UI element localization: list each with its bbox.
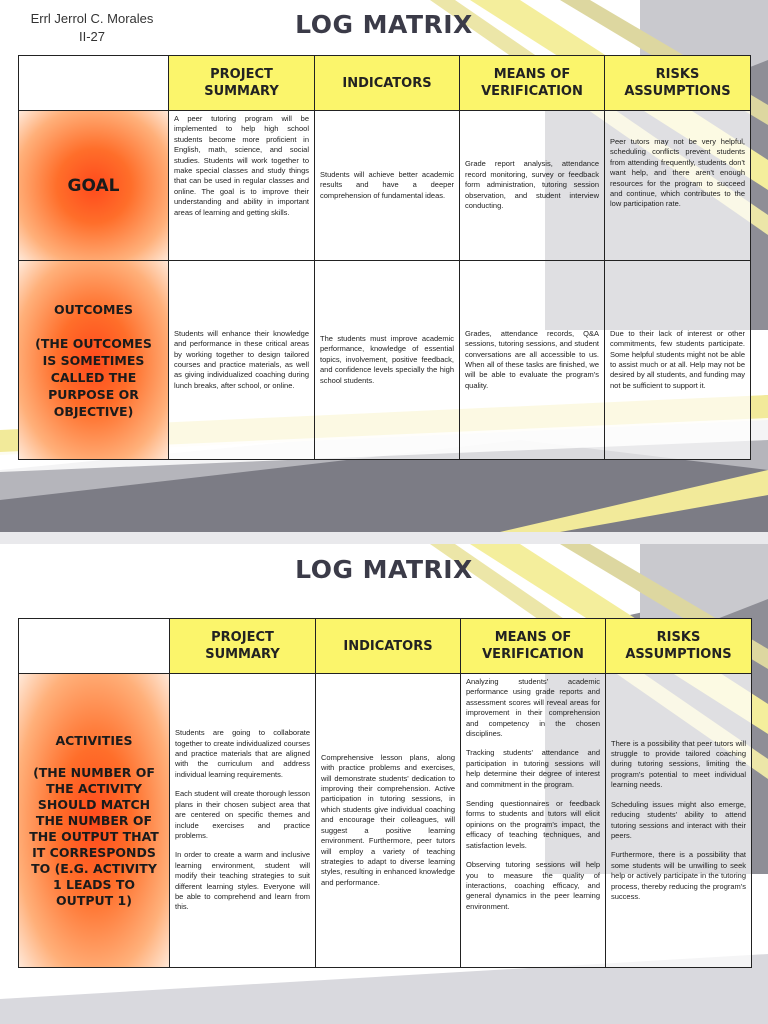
row-label-activities <box>19 674 170 968</box>
activities-means-paragraph-1: Analyzing students' academic performance using grade reports and assessment scores will reveal areas for improvement in their comprehension and competency in the chosen disciplines. <box>466 677 600 739</box>
header-blank <box>19 56 169 111</box>
cell-goal-indicators: Students will achieve better academic results and have a deeper comprehension of fundamental ideas. <box>315 111 460 261</box>
row-label-activities-title: ACTIVITIES <box>55 732 133 748</box>
page-gap <box>0 532 768 544</box>
row-label-outcomes-title: OUTCOMES <box>53 301 134 317</box>
cell-activities-indicators: Comprehensive lesson plans, along with practice problems and exercises, will demonstrate students' dedication to improving their comprehension. Active participation in tutoring sessions, in which students give individual coaching and encourage their colleagues, will suggest a positive learning environment. Furthermore, peer tutors will employ a variety of teaching strategies to adapt to diverse learning styles, resulting in enhanced knowledge and performance. <box>316 674 461 968</box>
activities-risks-paragraph-3: Furthermore, there is a possibility that some students will be unwilling to seek help or actively participate in the tutoring process, thereby reducing the program's success. <box>611 850 746 901</box>
activities-summary-paragraph-1: Students are going to collaborate together to create individualized courses and practice materials that are aligned with the curriculum and address individual learning requirements. <box>175 728 310 779</box>
log-matrix-table <box>18 55 751 460</box>
header-risks-assumptions: RISKS ASSUMPTIONS <box>606 619 752 674</box>
activities-risks-paragraph-1: There is a possibility that peer tutors will struggle to provide tailored coaching during tutoring sessions, limiting the program's potential to meet individual learning needs. <box>611 738 746 790</box>
page-title-2: LOG MATRIX <box>295 555 473 584</box>
header-means-of-verification: MEANS OF VERIFICATION <box>461 619 606 674</box>
header-means-of-verification: MEANS OF VERIFICATION <box>460 56 605 111</box>
row-label-outcomes-note: (THE OUTCOMES IS SOMETIMES CALLED THE PURPOSE OR OBJECTIVE) <box>35 335 152 419</box>
cell-outcomes-risks-assumptions: Due to their lack of interest or other commitments, few students participate. Some helpful students might not be able to assist much or at all. Help may not be desired by all students, and funding may not be sufficient to support it. <box>605 261 751 460</box>
cell-activities-risks-assumptions <box>606 674 752 968</box>
row-label-goal: GOAL <box>19 111 169 261</box>
activities-summary-paragraph-3: In order to create a warm and inclusive learning environment, student will modify their teaching strategies to suit different learning styles. Everyone will be able to comprehend and learn from this. <box>175 850 310 912</box>
cell-outcomes-means-of-verification: Grades, attendance records, Q&A sessions, tutoring sessions, and student conversations are all accessible to us. When all of these tasks are finished, we will be able to evaluate the program's quality. <box>460 261 605 460</box>
activities-summary-paragraph-2: Each student will create thorough lesson plans in their chosen subject area that are centered on specific themes and include exercises and practice problems. <box>175 789 310 840</box>
cell-activities-project-summary <box>170 674 316 968</box>
table-row-outcomes <box>19 261 751 460</box>
cell-outcomes-indicators: The students must improve academic performance, knowledge of essential topics, involvement, positive feedback, and confidence levels specially the high school students. <box>315 261 460 460</box>
activities-risks-paragraph-2: Scheduling issues might also emerge, reducing students' ability to attend tutoring sessions and interact with their peers. <box>611 799 746 840</box>
table-row-activities <box>19 674 752 968</box>
cell-activities-means-of-verification <box>461 674 606 968</box>
activities-means-paragraph-3: Sending questionnaires or feedback forms to students and tutors will elicit opinions on the program's impact, the efficacy of teaching techniques, and satisfaction levels. <box>466 799 600 850</box>
cell-goal-means-of-verification: Grade report analysis, attendance record monitoring, survey or feedback form administration, tutoring session observation, and student interview conducting. <box>460 111 605 261</box>
header-blank <box>19 619 170 674</box>
header-indicators: INDICATORS <box>316 619 461 674</box>
table-row-goal <box>19 111 751 261</box>
activities-means-paragraph-2: Tracking students' attendance and participation in tutoring sessions will help determine their degree of interest and commitment in the program. <box>466 748 600 789</box>
cell-goal-risks-assumptions: Peer tutors may not be very helpful, scheduling conflicts prevent students from attending frequently, students don't want help, and there aren't enough resources for the program to succeed and continue, which contributes to the low participation rate. <box>605 111 751 261</box>
author-name: Errl Jerrol C. Morales <box>30 11 154 26</box>
author-section: II-27 <box>78 29 105 44</box>
row-label-outcomes <box>19 261 169 460</box>
cell-goal-project-summary: A peer tutoring program will be implemented to help high school students become more proficient in English, math, science, and social studies. Students will work together to make special classes and study things that can be used in regular classes and online. The goal is to improve their understanding and ability in important areas of learning and getting skills. <box>169 111 315 261</box>
log-matrix-table-2 <box>18 618 752 968</box>
page-title: LOG MATRIX <box>295 10 473 39</box>
header-risks-assumptions: RISKS ASSUMPTIONS <box>605 56 751 111</box>
cell-outcomes-project-summary: Students will enhance their knowledge and performance in these critical areas by working together to design tailored courses and practice materials, as well as giving individualized coaching during lunch breaks, after school, or online. <box>169 261 315 460</box>
activities-means-paragraph-4: Observing tutoring sessions will help you to measure the quality of interactions, coaching efficacy, and general dynamics in the peer learning environment. <box>466 860 600 911</box>
slide-2 <box>0 544 768 1024</box>
header-indicators: INDICATORS <box>315 56 460 111</box>
header-project-summary: PROJECT SUMMARY <box>170 619 316 674</box>
row-label-activities-note: (THE NUMBER OF THE ACTIVITY SHOULD MATCH THE NUMBER OF THE OUTPUT THAT IT CORRESPONDS TO (E.G. ACTIVITY 1 LEADS TO OUTPUT 1) <box>29 764 159 908</box>
header-project-summary: PROJECT SUMMARY <box>169 56 315 111</box>
